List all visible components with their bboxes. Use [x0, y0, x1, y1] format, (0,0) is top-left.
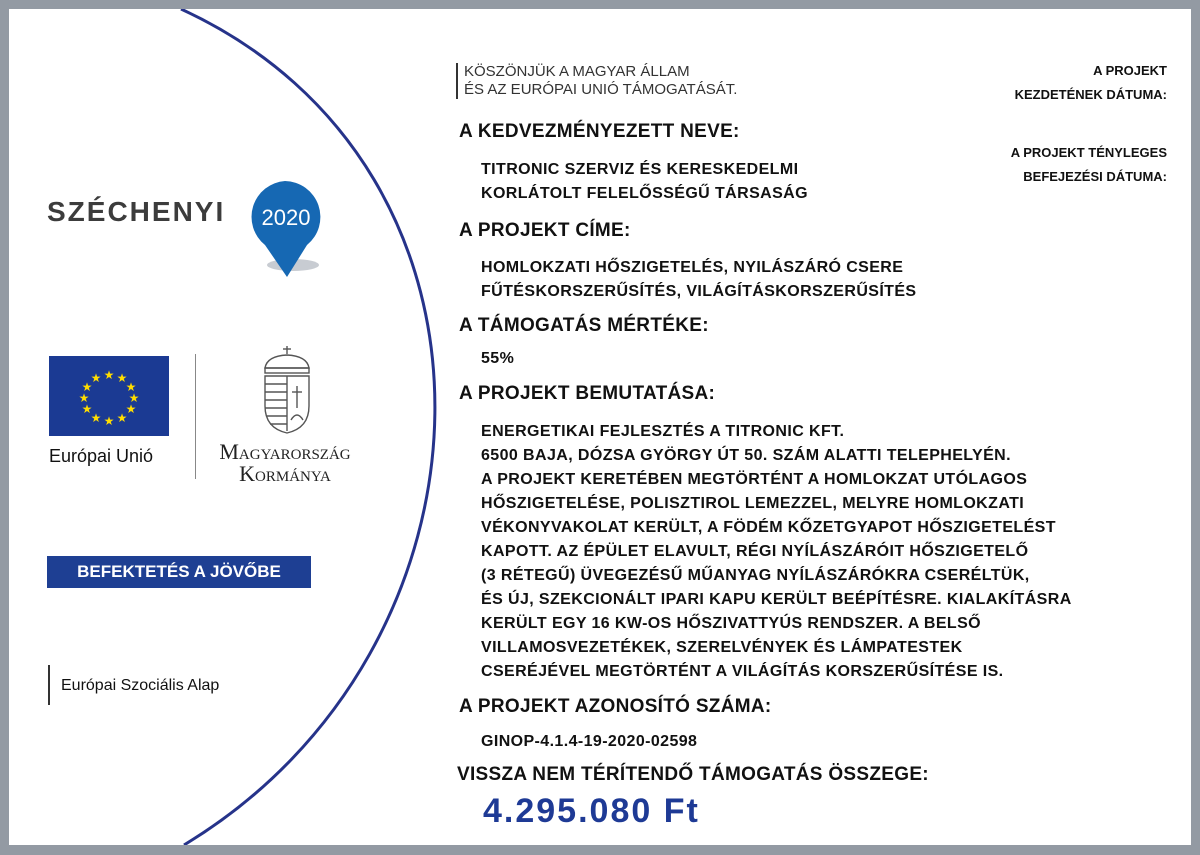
- support-rate-heading: A TÁMOGATÁS MÉRTÉKE:: [459, 315, 709, 336]
- svg-text:★: ★: [103, 368, 115, 382]
- esf-label: Európai Szociális Alap: [61, 677, 220, 694]
- beneficiary-line: TITRONIC SZERVIZ ÉS KERESKEDELMI: [481, 161, 799, 178]
- thanks-line1: KÖSZÖNJÜK A MAGYAR ÁLLAM: [464, 63, 690, 80]
- description-line: VÉKONYVAKOLAT KERÜLT, A FÖDÉM KŐZETGYAPOT HŐSZIGETELÉST: [481, 519, 1056, 536]
- svg-text:★: ★: [81, 380, 93, 394]
- description-line: CSERÉJÉVEL MEGTÖRTÉNT A VILÁGÍTÁS KORSZERŰSÍTÉSE IS.: [481, 663, 1004, 680]
- svg-text:★: ★: [103, 414, 115, 428]
- svg-text:★: ★: [90, 411, 102, 425]
- government-label-line2: Kormánya: [239, 461, 331, 486]
- eu-flag: [49, 356, 169, 436]
- project-title-line: HOMLOKZATI HŐSZIGETELÉS, NYILÁSZÁRÓ CSERE: [481, 259, 904, 276]
- szechenyi-year: 2020: [261, 205, 311, 230]
- project-title: [481, 256, 917, 304]
- poster: [9, 9, 1191, 845]
- beneficiary-line: KORLÁTOLT FELELŐSSÉGŰ TÁRSASÁG: [481, 185, 808, 202]
- project-id-value: GINOP-4.1.4-19-2020-02598: [481, 733, 698, 750]
- project-id-heading: A PROJEKT AZONOSÍTÓ SZÁMA:: [459, 696, 772, 717]
- svg-text:★: ★: [90, 371, 102, 385]
- government-label-line1: Magyarország: [219, 439, 351, 464]
- description-line: KAPOTT. AZ ÉPÜLET ELAVULT, RÉGI NYÍLÁSZÁRÓIT HŐSZIGETELŐ: [481, 543, 1029, 560]
- eu-stars-icon: [49, 356, 169, 436]
- end-date-line1: A PROJEKT TÉNYLEGES: [1010, 145, 1167, 160]
- esf-divider: [48, 665, 50, 705]
- project-title-heading: A PROJEKT CÍME:: [459, 220, 631, 241]
- beneficiary-name: [481, 158, 808, 206]
- start-date-label: [909, 59, 1167, 107]
- description-line: 6500 BAJA, DÓZSA GYÖRGY ÚT 50. SZÁM ALATTI TELEPHELYÉN.: [481, 447, 1011, 464]
- support-rate-value: 55%: [481, 350, 515, 367]
- end-date-line2: BEFEJEZÉSI DÁTUMA:: [1023, 169, 1167, 184]
- map-pin-icon: [245, 177, 325, 285]
- grant-amount: 4.295.080 Ft: [483, 792, 700, 830]
- start-date-line2: KEZDETÉNEK DÁTUMA:: [1014, 87, 1167, 102]
- svg-text:★: ★: [125, 402, 137, 416]
- start-date-line1: A PROJEKT: [1093, 63, 1167, 78]
- szechenyi-wordmark: SZÉCHENYI: [47, 196, 226, 227]
- invest-banner: BEFEKTETÉS A JÖVŐBE: [47, 556, 311, 588]
- eu-label: Európai Unió: [49, 446, 154, 466]
- description-line: ÉS ÚJ, SZEKCIONÁLT IPARI KAPU KERÜLT BEÉPÍTÉSRE. KIALAKÍTÁSRA: [481, 591, 1072, 608]
- beneficiary-heading: A KEDVEZMÉNYEZETT NEVE:: [459, 121, 740, 142]
- description-heading: A PROJEKT BEMUTATÁSA:: [459, 383, 716, 404]
- svg-text:★: ★: [81, 402, 93, 416]
- project-title-line: FŰTÉSKORSZERŰSÍTÉS, VILÁGÍTÁSKORSZERŰSÍTÉS: [481, 283, 917, 300]
- svg-text:★: ★: [78, 391, 90, 405]
- thanks-note: [464, 63, 737, 99]
- svg-text:★: ★: [128, 391, 140, 405]
- description-line: A PROJEKT KERETÉBEN MEGTÖRTÉNT A HOMLOKZAT UTÓLAGOS: [481, 471, 1028, 488]
- svg-text:★: ★: [125, 380, 137, 394]
- description-line: HŐSZIGETELÉSE, POLISZTIROL LEMEZZEL, MELYRE HOMLOKZATI: [481, 495, 1025, 512]
- svg-text:★: ★: [116, 411, 128, 425]
- description-line: VILLAMOSVEZETÉKEK, SZERELVÉNYEK ÉS LÁMPATESTEK: [481, 639, 963, 656]
- coat-of-arms-icon: [257, 344, 317, 436]
- project-description: [481, 420, 1072, 684]
- government-label: [207, 441, 363, 485]
- description-line: (3 RÉTEGŰ) ÜVEGEZÉSŰ MŰANYAG NYÍLÁSZÁRÓKRA CSERÉLTÜK,: [481, 567, 1030, 584]
- thanks-divider: [456, 63, 458, 99]
- logo-divider: [195, 354, 196, 479]
- description-line: KERÜLT EGY 16 KW-OS HŐSZIVATTYÚS RENDSZER. A BELSŐ: [481, 615, 982, 632]
- end-date-label: [909, 141, 1167, 189]
- grant-heading: VISSZA NEM TÉRÍTENDŐ TÁMOGATÁS ÖSSZEGE:: [457, 764, 929, 785]
- description-line: ENERGETIKAI FEJLESZTÉS A TITRONIC KFT.: [481, 423, 845, 440]
- thanks-line2: ÉS AZ EURÓPAI UNIÓ TÁMOGATÁSÁT.: [464, 81, 738, 98]
- svg-text:★: ★: [116, 371, 128, 385]
